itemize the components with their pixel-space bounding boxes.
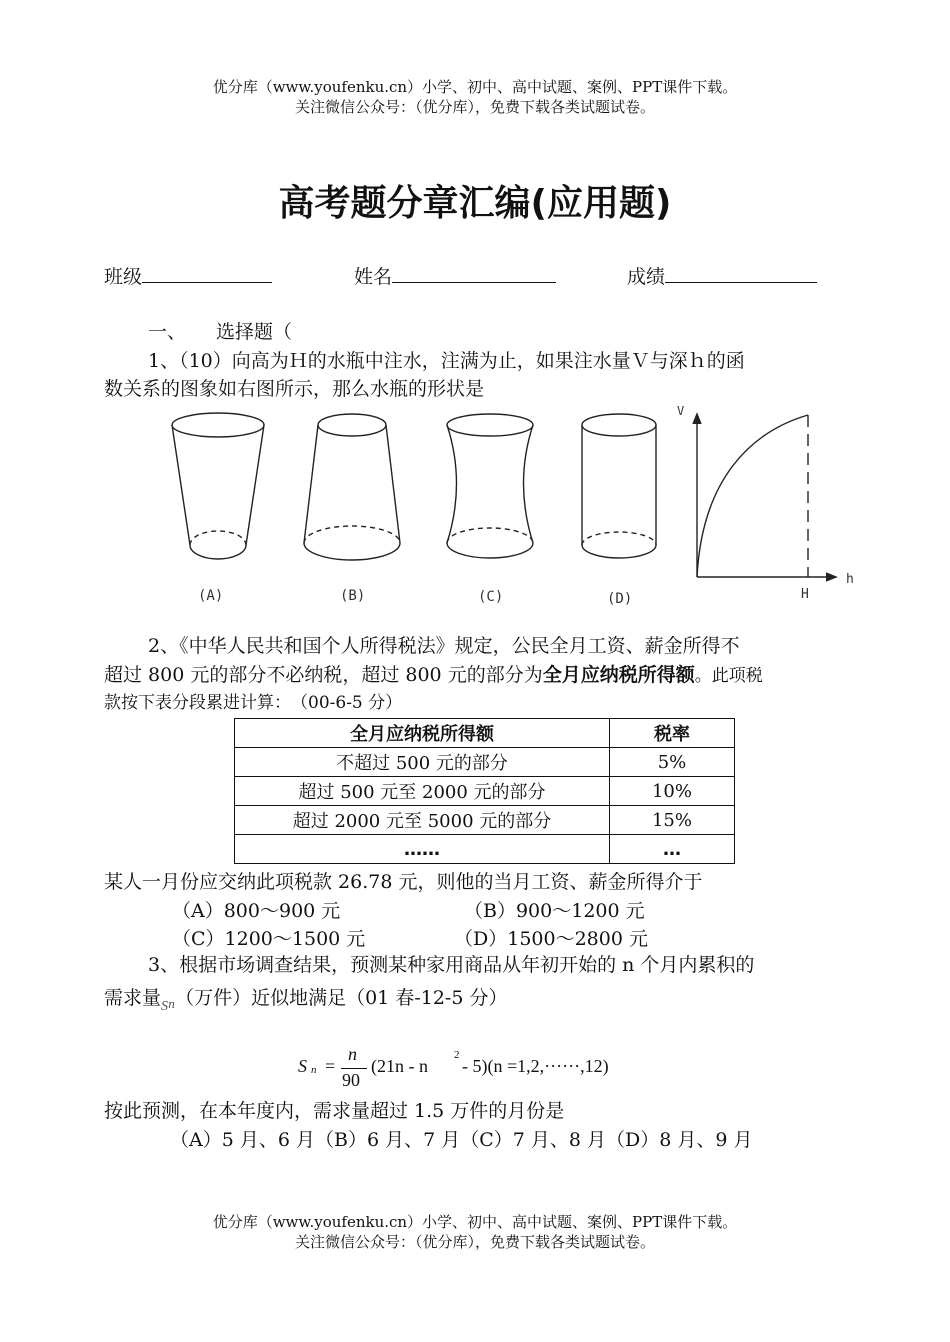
q1-line-2: 数关系的图象如右图所示，那么水瓶的形状是 xyxy=(104,378,485,400)
formula-eq: = xyxy=(325,1056,336,1076)
class-field xyxy=(104,262,272,289)
section-number: 一、 xyxy=(148,321,187,343)
q3-line-1: 3、根据市场调查结果，预测某种家用商品从年初开始的 n 个月内累积的 xyxy=(148,954,755,976)
q2-line-2-pre: 超过 800 元的部分不必纳税，超过 800 元的部分为 xyxy=(104,664,543,686)
name-label: 姓名 xyxy=(354,266,393,288)
q3-line-2-post: （万件）近似地满足（01 春-12-5 分） xyxy=(175,987,508,1009)
score-field xyxy=(627,262,817,289)
graph-h-label: h xyxy=(846,572,854,587)
table-cell: 15% xyxy=(610,806,735,835)
formula-lhs: S xyxy=(298,1056,307,1076)
v-h-graph xyxy=(693,414,836,581)
formula-numerator: n xyxy=(348,1044,357,1064)
header-line-1: 优分库（www.youfenku.cn）小学、初中、高中试题、案例、PPT课件下载。 xyxy=(212,78,738,96)
q2-line-1: 2、《中华人民共和国个人所得税法》规定，公民全月工资、薪金所得不 xyxy=(148,635,740,657)
bottle-a xyxy=(172,413,264,559)
q3-var-sub: n xyxy=(168,998,176,1011)
option-b-label: (B) xyxy=(340,588,366,604)
table-cell: …… xyxy=(235,835,610,864)
score-blank xyxy=(665,262,817,283)
option-c-label: (C) xyxy=(478,589,504,605)
q3-options: （A）5 月、6 月（B）6 月、7 月（C）7 月、8 月（D）8 月、9 月 xyxy=(170,1129,753,1151)
option-d-label: (D) xyxy=(607,591,633,607)
q1-figure xyxy=(160,400,870,615)
class-label: 班级 xyxy=(104,266,143,288)
formula-part-2: - 5)(n =1,2,······,12) xyxy=(462,1056,609,1076)
q2-stem: 某人一月份应交纳此项税款 26.78 元，则他的当月工资、薪金所得介于 xyxy=(104,871,703,893)
tax-table xyxy=(234,718,735,864)
formula-sup: 2 xyxy=(454,1049,460,1061)
table-cell: 10% xyxy=(610,777,735,806)
q3-line-3: 按此预测，在本年度内，需求量超过 1.5 万件的月份是 xyxy=(104,1100,565,1122)
table-row xyxy=(235,835,735,864)
score-label: 成绩 xyxy=(627,266,666,288)
table-header-cell: 全月应纳税所得额 xyxy=(235,719,610,748)
name-blank xyxy=(392,262,556,283)
q2-line-2 xyxy=(104,663,763,688)
bottle-b xyxy=(304,414,400,560)
q2-option-c: （C）1200～1500 元 xyxy=(172,928,366,950)
class-blank xyxy=(142,262,272,283)
table-header-row xyxy=(235,719,735,748)
table-cell: … xyxy=(610,835,735,864)
page-title: 高考题分章汇编(应用题) xyxy=(278,183,672,224)
q2-option-a: （A）800～900 元 xyxy=(172,900,341,922)
table-row xyxy=(235,777,735,806)
fraction-bar xyxy=(341,1068,367,1069)
formula-part-1: (21n - n xyxy=(371,1056,428,1076)
q2-option-d: （D）1500～2800 元 xyxy=(454,928,648,950)
q2-line-2-post: 。此项税 xyxy=(694,666,763,686)
q1-line-1: 1、（10）向高为Ｈ的水瓶中注水，注满为止，如果注水量Ｖ与深ｈ的函 xyxy=(148,350,745,372)
section-label: 选择题（ xyxy=(216,321,293,343)
table-row xyxy=(235,806,735,835)
table-row xyxy=(235,748,735,777)
header-line-2: 关注微信公众号：（优分库），免费下载各类试题试卷。 xyxy=(294,98,655,116)
q3-line-2 xyxy=(104,986,507,1019)
table-cell: 超过 2000 元至 5000 元的部分 xyxy=(235,806,610,835)
footer-line-2: 关注微信公众号：（优分库），免费下载各类试题试卷。 xyxy=(294,1233,655,1251)
q2-line-2-bold: 全月应纳税所得额 xyxy=(542,664,695,686)
bottle-d xyxy=(582,414,656,558)
table-cell: 5% xyxy=(610,748,735,777)
name-field xyxy=(354,262,556,289)
option-a-label: (A) xyxy=(198,588,224,604)
bottle-c xyxy=(447,414,533,558)
footer-line-1: 优分库（www.youfenku.cn）小学、初中、高中试题、案例、PPT课件下载。 xyxy=(212,1213,738,1231)
formula-denominator: 90 xyxy=(342,1070,360,1090)
graph-v-label: V xyxy=(677,404,685,418)
q2-option-b: （B）900～1200 元 xyxy=(464,900,645,922)
q3-line-2-pre: 需求量 xyxy=(104,987,162,1009)
graph-H-label: H xyxy=(801,587,809,602)
table-cell: 不超过 500 元的部分 xyxy=(235,748,610,777)
table-header-cell: 税率 xyxy=(610,719,735,748)
table-cell: 超过 500 元至 2000 元的部分 xyxy=(235,777,610,806)
section-heading xyxy=(148,320,292,344)
formula-lhs-sub: n xyxy=(311,1064,317,1076)
q2-line-3: 款按下表分段累进计算： （00-6-5 分） xyxy=(104,693,403,713)
q3-var-s: S xyxy=(161,999,169,1014)
